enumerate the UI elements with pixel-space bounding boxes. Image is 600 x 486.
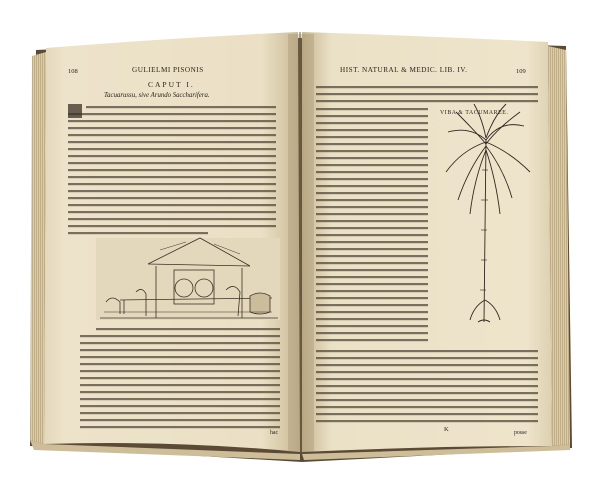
drop-cap xyxy=(68,104,82,118)
plate-title: VIBA & TACUMAREE. xyxy=(440,110,509,116)
chapter-heading: CAPUT I. xyxy=(148,80,195,89)
right-catchword: posse xyxy=(514,430,527,436)
left-running-head: GULIELMI PISONIS xyxy=(132,66,204,74)
sugar-mill-engraving-icon xyxy=(96,238,280,320)
left-page-edges xyxy=(30,52,46,444)
right-running-head: HIST. NATURAL & MEDIC. LIB. IV. xyxy=(340,66,468,74)
chapter-subtitle: Tacuarussu, sive Arundo Saccharifera. xyxy=(104,92,210,99)
signature-mark: K xyxy=(444,426,449,433)
left-page-number: 108 xyxy=(68,68,78,75)
left-page-text-block-2 xyxy=(80,328,280,428)
right-page-number: 109 xyxy=(516,68,526,75)
left-catchword: hac xyxy=(270,430,279,436)
